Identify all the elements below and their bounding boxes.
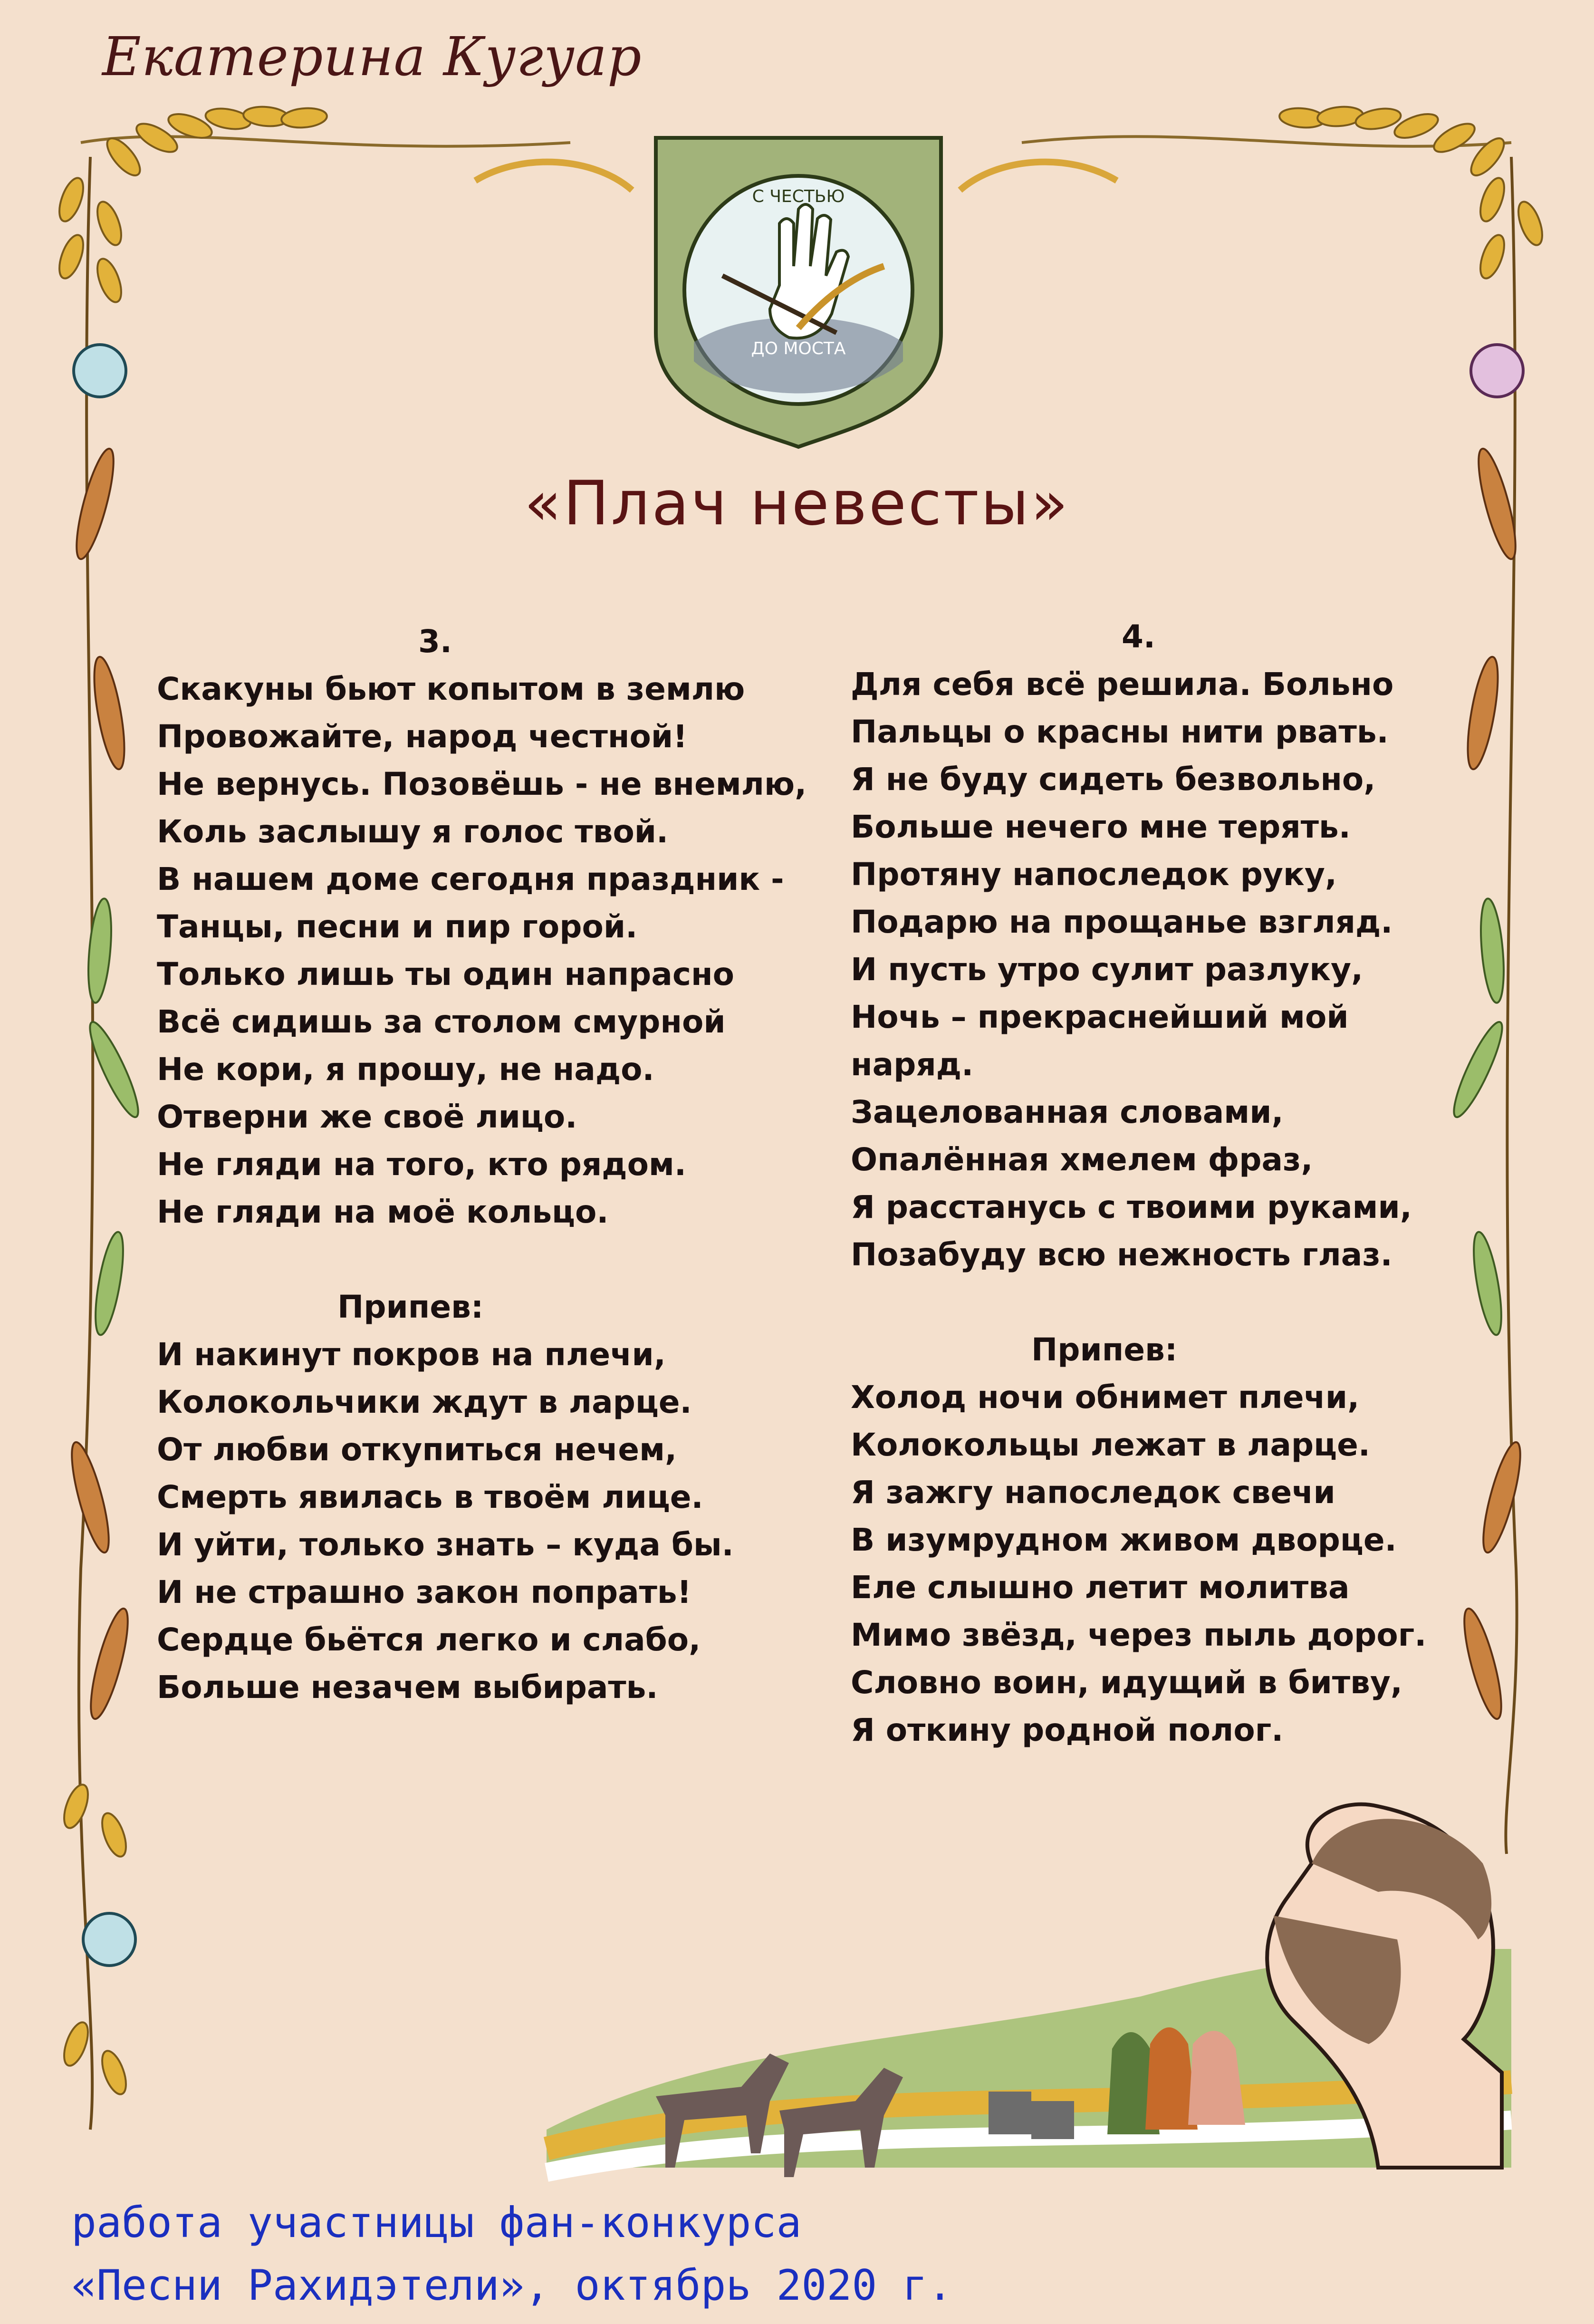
landscape-illustration xyxy=(547,1804,1511,2177)
chorus-line: Словно воин, идущий в битву, xyxy=(851,1664,1402,1701)
emblem-bottom-text: ДО МОСТА xyxy=(751,339,846,358)
chorus-line: Я зажгу напоследок свечи xyxy=(851,1474,1335,1511)
chorus-line: Еле слышно летит молитва xyxy=(851,1569,1350,1606)
verse-line: Протяну напоследок руку, xyxy=(851,856,1337,893)
footer-caption xyxy=(71,2191,952,2317)
emblem xyxy=(656,138,941,447)
verse-line: Не гляди на моё кольцо. xyxy=(157,1194,609,1230)
chorus-line: В изумрудном живом дворце. xyxy=(851,1522,1397,1558)
chorus-line: Колокольчики ждут в ларце. xyxy=(157,1384,692,1420)
chorus-line: Сердце бьётся легко и слабо, xyxy=(157,1621,701,1658)
verse-line: Не вернусь. Позовёшь - не внемлю, xyxy=(157,766,807,802)
verse-line: Не гляди на того, кто рядом. xyxy=(157,1146,686,1183)
left-border-vine xyxy=(55,157,146,2130)
chorus-line: И накинут покров на плечи, xyxy=(157,1336,666,1373)
chorus-line: Больше незачем выбирать. xyxy=(157,1669,658,1706)
verse-line: В нашем доме сегодня праздник - xyxy=(157,861,784,897)
chorus-line: И не страшно закон попрать! xyxy=(157,1574,691,1610)
chorus-line: Холод ночи обнимет плечи, xyxy=(851,1379,1360,1416)
verse-line: Танцы, песни и пир горой. xyxy=(157,908,638,945)
emblem-top-text: С ЧЕСТЬЮ xyxy=(752,187,845,206)
verse-line: Ночь – прекраснейший мой xyxy=(851,999,1349,1035)
author-name: Екатерина Кугуар xyxy=(102,26,642,88)
chorus-line: И уйти, только знать – куда бы. xyxy=(157,1526,734,1563)
verse-line: Подарю на прощанье взгляд. xyxy=(851,904,1393,940)
chorus-line: Колокольцы лежат в ларце. xyxy=(851,1427,1370,1463)
chorus-line: Смерть явилась в твоём лице. xyxy=(157,1479,703,1515)
song-title: «Плач невесты» xyxy=(524,468,1070,539)
verse-line: Позабуду всю нежность глаз. xyxy=(851,1236,1392,1273)
verse-line: Скакуны бьют копытом в землю xyxy=(157,671,745,707)
right-border-vine xyxy=(1447,157,1547,1854)
verse-line: Я расстанусь с твоими руками, xyxy=(851,1189,1412,1225)
verse-line: Провожайте, народ честной! xyxy=(157,718,688,755)
verse-line: Коль заслышу я голос твой. xyxy=(157,813,669,850)
verse-line: Пальцы о красны нити рвать. xyxy=(851,714,1389,750)
chorus-line: Мимо звёзд, через пыль дорог. xyxy=(851,1617,1427,1653)
footer-line-2: «Песни Рахидэтели», октябрь 2020 г. xyxy=(71,2261,953,2310)
verse-number: 4. xyxy=(1122,618,1155,655)
verse-number: 3. xyxy=(418,623,452,660)
verse-line: Для себя всё решила. Больно xyxy=(851,666,1394,703)
chorus-label: Припев: xyxy=(1031,1331,1178,1368)
chorus-line: Я откину родной полог. xyxy=(851,1712,1284,1748)
verse-line: Больше нечего мне терять. xyxy=(851,809,1351,845)
chorus-label: Припев: xyxy=(337,1289,484,1325)
verse-line: Зацелованная словами, xyxy=(851,1094,1284,1130)
verse-4 xyxy=(851,613,1426,1754)
footer-line-1: работа участницы фан-конкурса xyxy=(71,2198,802,2247)
verse-line: Опалённая хмелем фраз, xyxy=(851,1141,1313,1178)
chorus-line: От любви откупиться нечем, xyxy=(157,1431,677,1468)
verse-line: И пусть утро сулит разлуку, xyxy=(851,951,1364,988)
verse-line: Не кори, я прошу, не надо. xyxy=(157,1051,654,1088)
verse-line: Отверни же своё лицо. xyxy=(157,1099,577,1135)
verse-3 xyxy=(157,618,807,1711)
verse-line: наряд. xyxy=(851,1046,974,1083)
verse-line: Всё сидишь за столом смурной xyxy=(157,1003,726,1040)
verse-line: Я не буду сидеть безвольно, xyxy=(851,761,1376,798)
verse-line: Только лишь ты один напрасно xyxy=(157,956,734,993)
